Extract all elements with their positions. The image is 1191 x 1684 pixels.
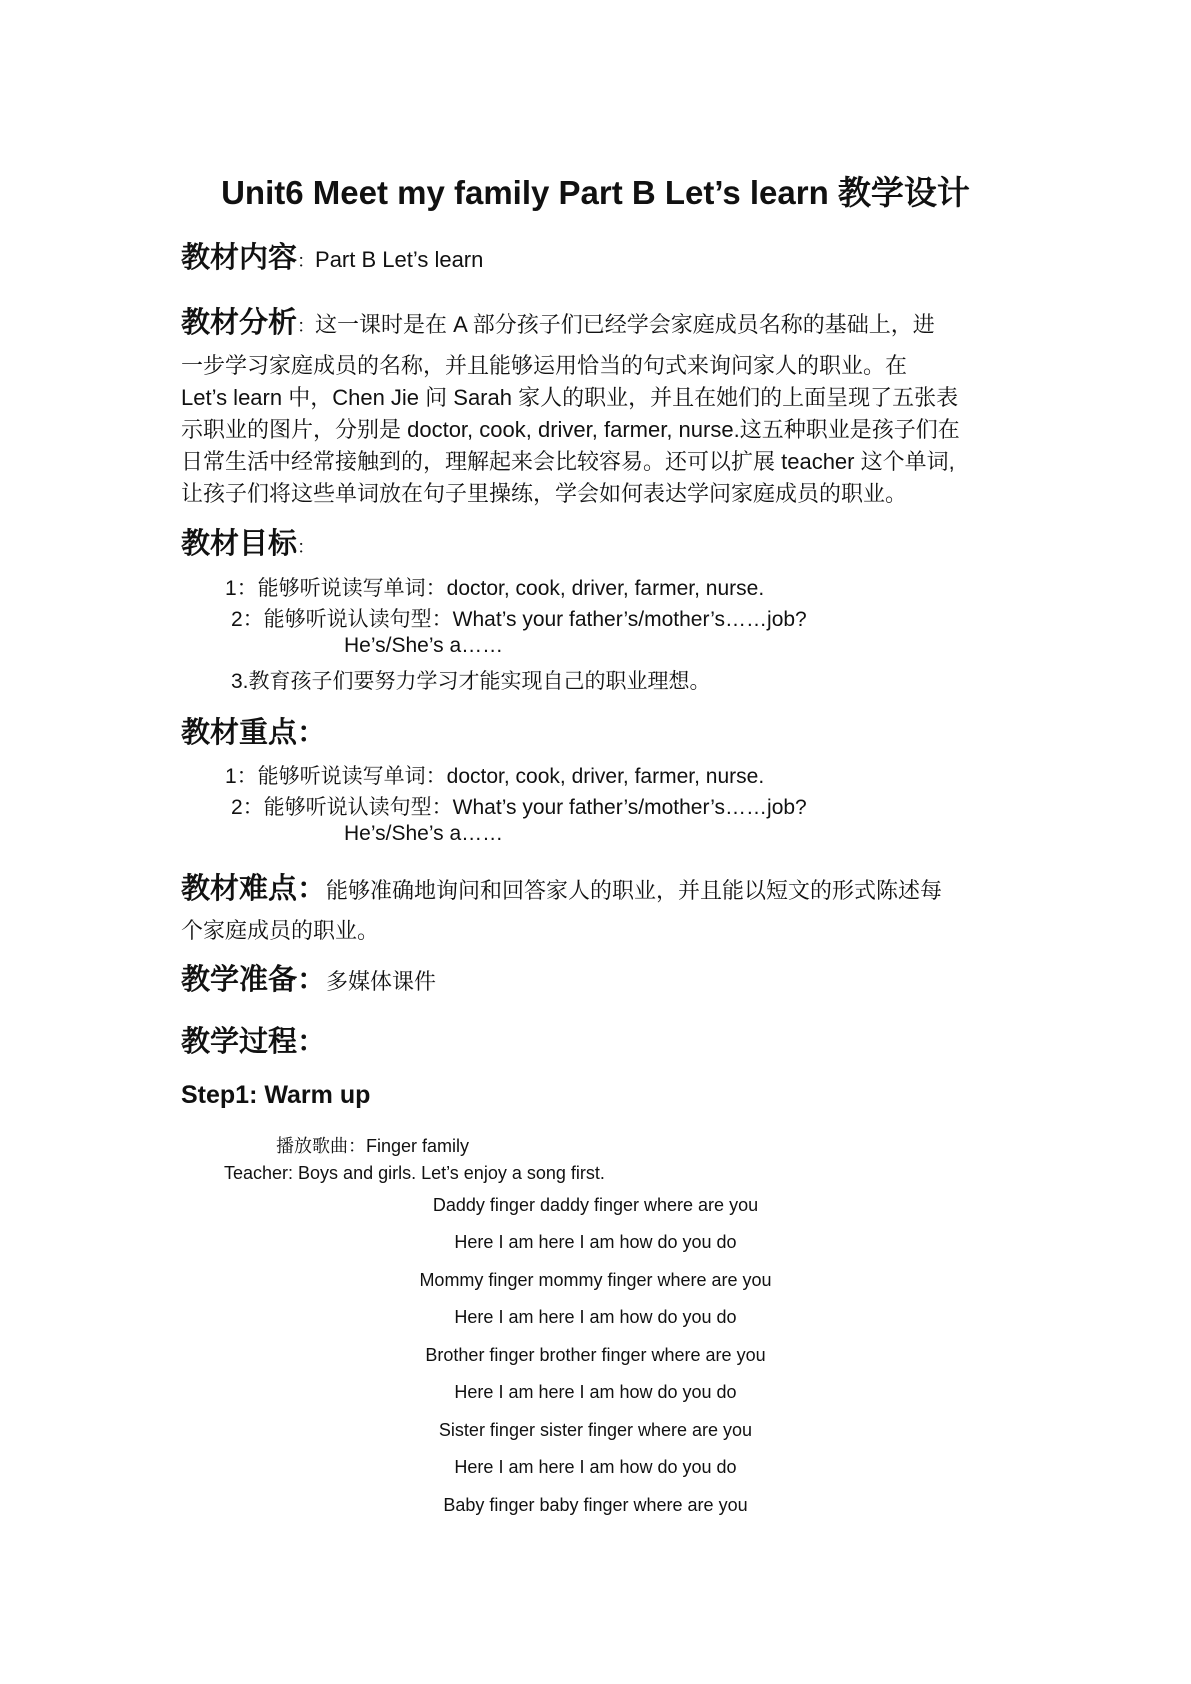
lyric-line: Mommy finger mommy finger where are you (419, 1270, 772, 1290)
key-points-heading: 教材重点： (181, 717, 327, 749)
objectives-sep: ： (297, 537, 316, 557)
analysis-line: 示职业的图片，分别是 doctor, cook, driver, farmer, nurse.这五种职业是孩子们在 (181, 417, 960, 442)
analysis-section (181, 300, 935, 341)
content-sep: ： (297, 251, 316, 271)
lyric-line: Here I am here I am how do you do (454, 1232, 737, 1252)
analysis-first-line: 这一课时是在 A 部分孩子们已经学会家庭成员名称的基础上，进 (315, 312, 935, 337)
analysis-line: 让孩子们将这些单词放在句子里操练，学会如何表达学问家庭成员的职业。 (181, 481, 908, 506)
song-instruction: 播放歌曲：Finger family (276, 1136, 470, 1156)
step1-heading: Step1: Warm up (181, 1081, 371, 1109)
key-point-item: He’s/She’s a…… (344, 822, 504, 845)
lyric-line: Here I am here I am how do you do (454, 1457, 737, 1477)
teacher-line: Teacher: Boys and girls. Let’s enjoy a song first. (224, 1163, 605, 1183)
lyric-line: Here I am here I am how do you do (454, 1382, 737, 1402)
preparation-section (181, 957, 436, 998)
content-heading: 教材内容 (181, 242, 298, 274)
objective-item: 3.教育孩子们要努力学习才能实现自己的职业理想。 (231, 670, 711, 693)
key-point-item: 2：能够听说认读句型：What’s your father’s/mother’s……job? (231, 796, 807, 819)
analysis-line: 一步学习家庭成员的名称，并且能够运用恰当的句式来询问家人的职业。在 (181, 353, 908, 378)
difficulties-heading: 教材难点： (181, 873, 327, 905)
content-section (181, 235, 483, 276)
lyric-line: Sister finger sister finger where are you (438, 1420, 753, 1440)
preparation-text: 多媒体课件 (326, 969, 437, 994)
analysis-heading: 教材分析 (181, 307, 298, 339)
objectives-heading: 教材目标 (181, 528, 298, 560)
preparation-heading: 教学准备： (181, 964, 327, 996)
difficulties-second-line: 个家庭成员的职业。 (181, 918, 380, 943)
lyric-line: Baby finger baby finger where are you (443, 1495, 748, 1515)
process-heading: 教学过程： (181, 1026, 327, 1058)
objective-item: He’s/She’s a…… (344, 634, 504, 657)
document-title: Unit6 Meet my family Part B Let’s learn 教学设计 (221, 174, 970, 211)
analysis-sep: ： (297, 316, 316, 336)
objective-item: 1：能够听说读写单词：doctor, cook, driver, farmer, nurse. (225, 577, 765, 600)
key-point-item: 1：能够听说读写单词：doctor, cook, driver, farmer, nurse. (225, 765, 765, 788)
lyric-line: Brother finger brother finger where are you (425, 1345, 766, 1365)
difficulties-section (181, 866, 942, 907)
lyric-line: Daddy finger daddy finger where are you (432, 1195, 759, 1215)
objective-item: 2：能够听说认读句型：What’s your father’s/mother’s……job? (231, 608, 807, 631)
lyric-line: Here I am here I am how do you do (454, 1307, 737, 1327)
analysis-line: 日常生活中经常接触到的，理解起来会比较容易。还可以扩展 teacher 这个单词, (181, 449, 955, 474)
difficulties-first-line: 能够准确地询问和回答家人的职业，并且能以短文的形式陈述每 (326, 878, 943, 903)
content-text: Part B Let’s learn (315, 247, 484, 272)
objectives-section (181, 521, 315, 562)
analysis-line: Let’s learn 中，Chen Jie 问 Sarah 家人的职业，并且在她们的上面呈现了五张表 (181, 385, 959, 410)
